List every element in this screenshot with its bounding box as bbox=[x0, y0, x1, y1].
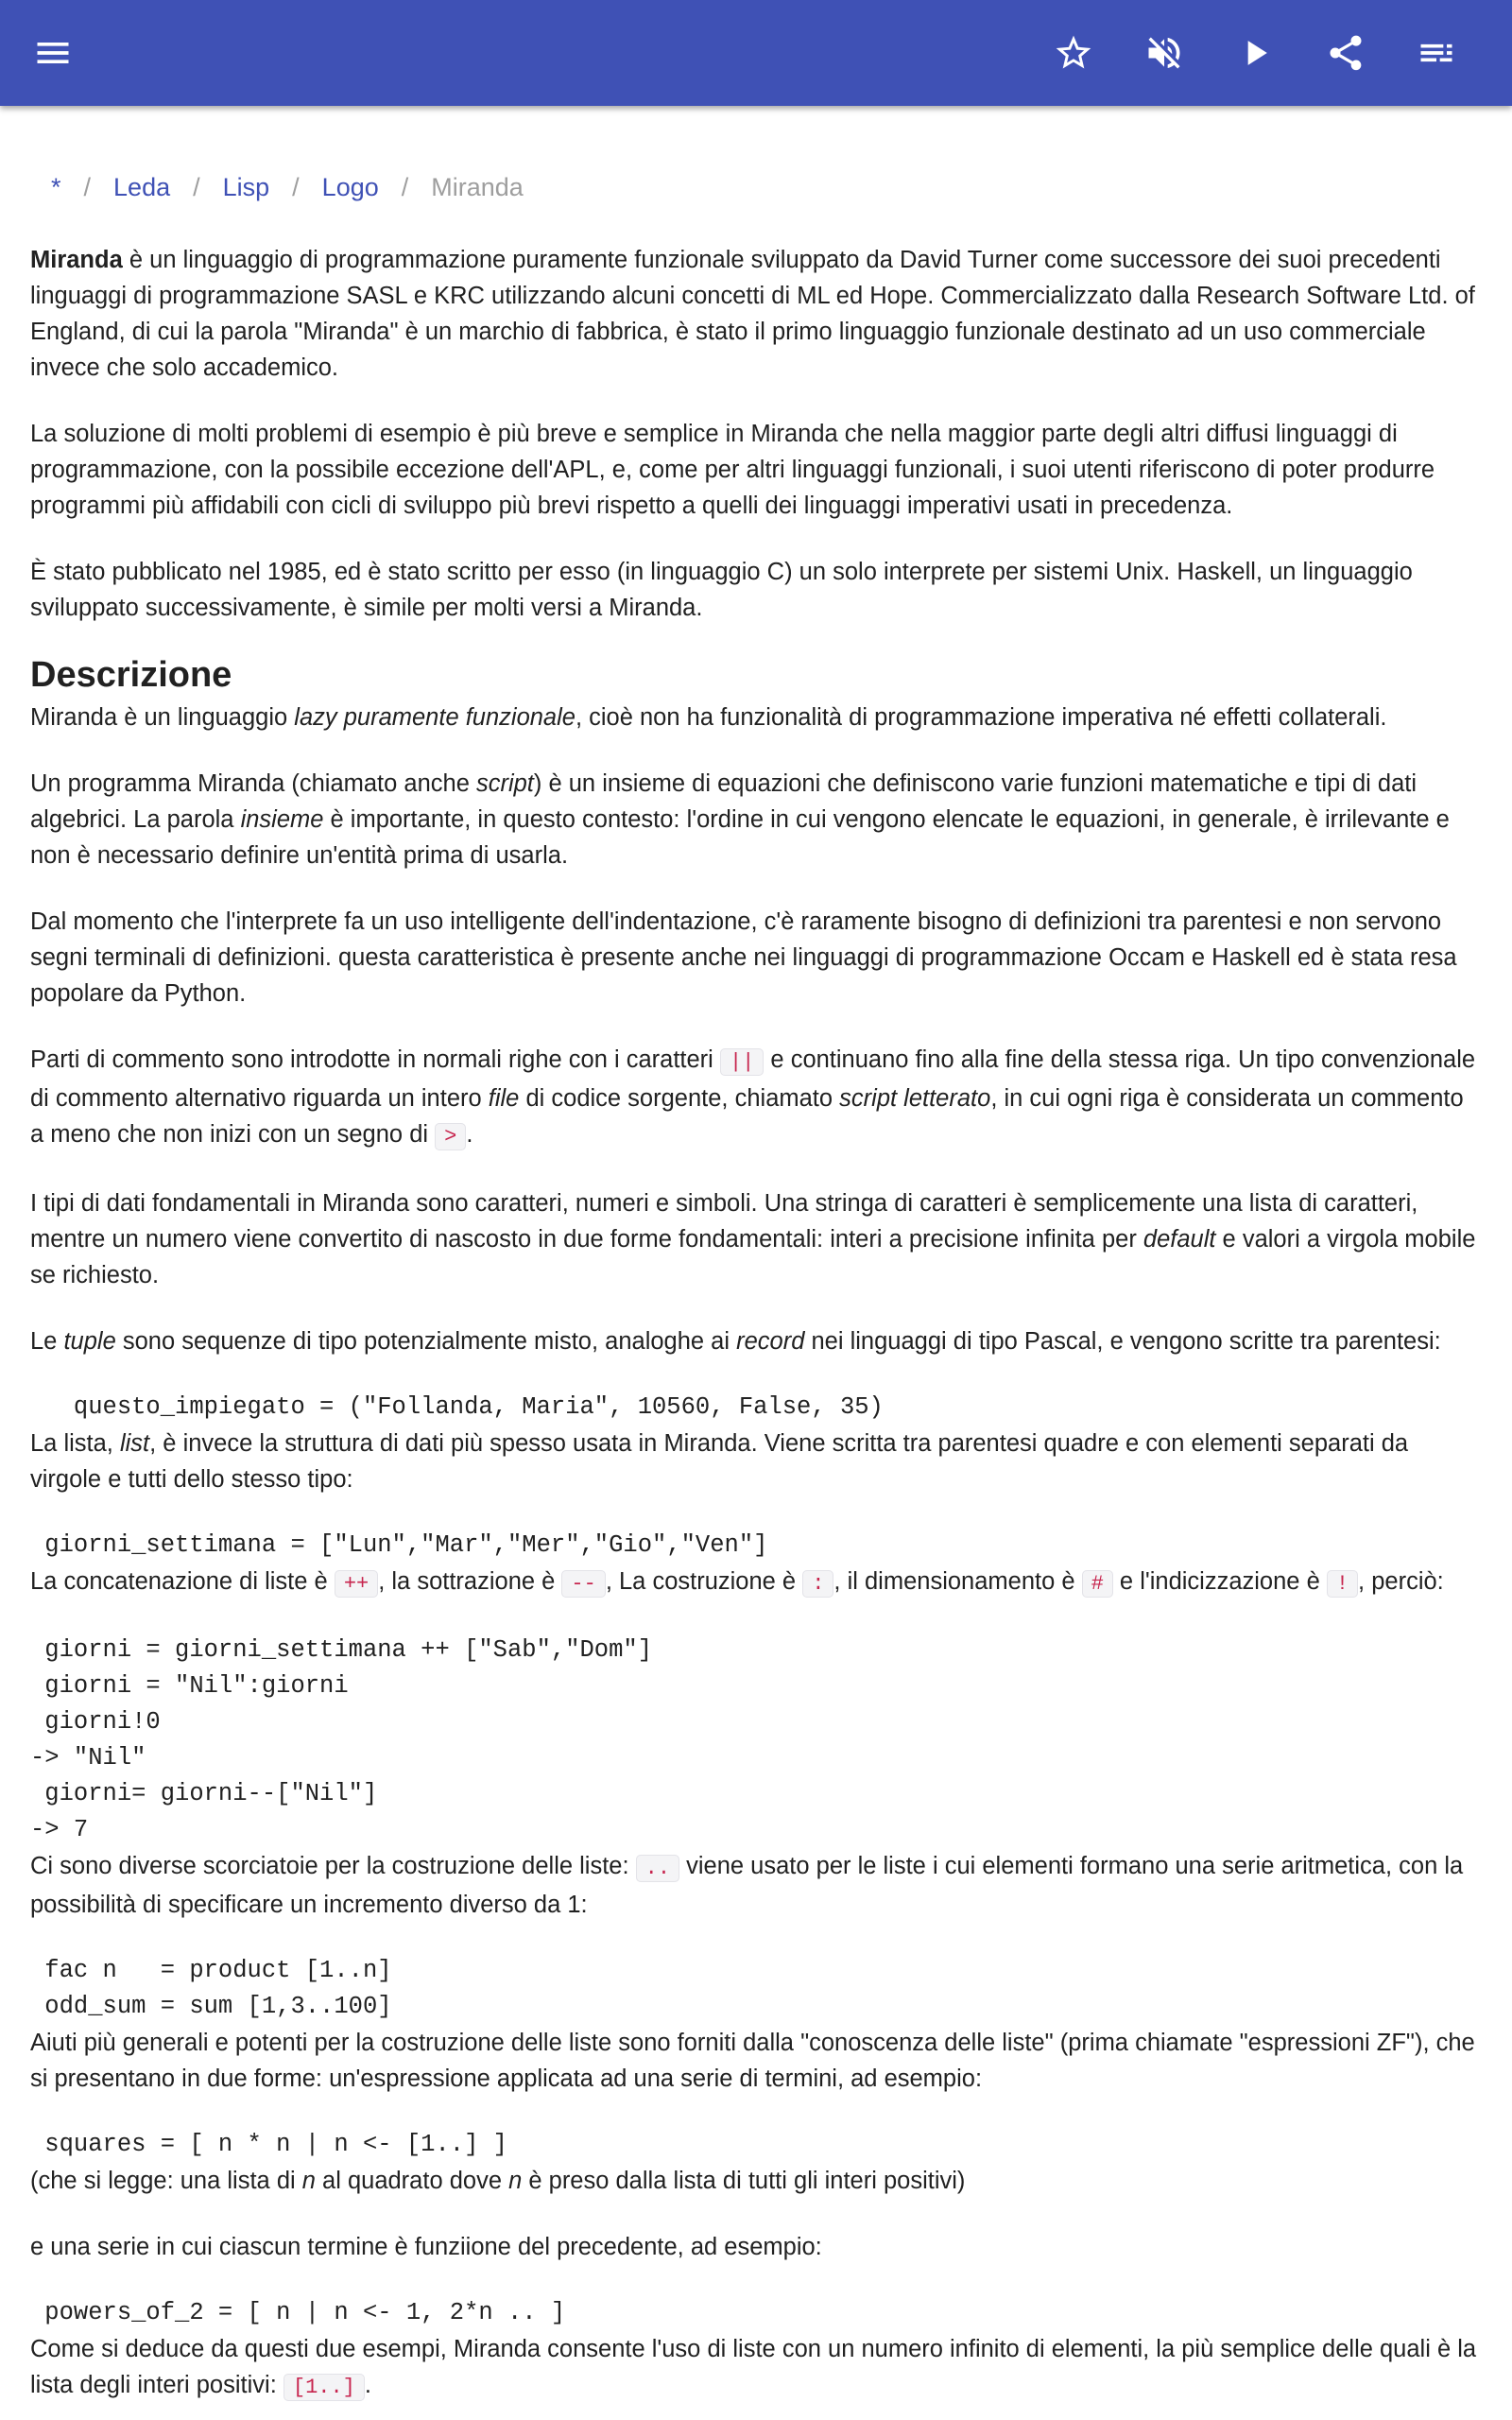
italic-text: lazy puramente funzionale bbox=[294, 704, 576, 731]
text-span: è importante, in questo contesto: l'ordine in cui vengono elencate le equazioni, in generale, è irrilevante e non è necessario definire un'entità prima di usarla. bbox=[30, 806, 1450, 869]
breadcrumb-separator: / bbox=[83, 172, 92, 201]
volume-off-icon bbox=[1143, 32, 1185, 74]
text-span: . bbox=[364, 2372, 371, 2398]
text-span: La lista, bbox=[30, 1430, 120, 1457]
favorite-button[interactable] bbox=[1043, 23, 1104, 83]
paragraph bbox=[30, 1564, 1482, 1602]
paragraph: La soluzione di molti problemi di esempio è più breve e semplice in Miranda che nella maggior parte degli altri diffusi linguaggi di programmazione, con la possibile eccezione dell'APL, e, come per altri linguaggi funzionali, i suoi utenti riferiscono di poter produrre programmi più affidabili con cicli di sviluppo più brevi rispetto a quelli dei linguaggi imperativi usati in precedenza. bbox=[30, 421, 1435, 519]
playlist-button[interactable] bbox=[1406, 23, 1467, 83]
breadcrumb-item-home[interactable]: * bbox=[51, 172, 61, 201]
code-block: giorni_settimana = ["Lun","Mar","Mer","Gio","Ven"] bbox=[30, 1531, 768, 1559]
menu-icon bbox=[32, 32, 74, 74]
intro-paragraph bbox=[30, 242, 1482, 386]
text-span: viene usato per le liste i cui elementi formano una serie aritmetica, con la possibilità di specificare un incremento diverso da 1: bbox=[30, 1853, 1464, 1918]
paragraph bbox=[30, 1426, 1482, 1497]
paragraph bbox=[30, 766, 1482, 873]
text-span: , in cui ogni riga è considerata un commento a meno che non inizi con un segno di bbox=[30, 1085, 1464, 1148]
inline-code: ++ bbox=[335, 1570, 378, 1598]
text-span: (che si legge: una lista di bbox=[30, 2168, 302, 2194]
play-icon bbox=[1234, 32, 1276, 74]
paragraph: Aiuti più generali e potenti per la costruzione delle liste sono forniti dalla "conoscenza delle liste" (prima chiamate "espressioni ZF"), che si presentano in due forme: un'espressione applicata ad una serie di termini, ad esempio: bbox=[30, 2030, 1475, 2092]
inline-code: > bbox=[435, 1123, 466, 1150]
star-outline-icon bbox=[1053, 32, 1094, 74]
italic-text: n bbox=[508, 2168, 523, 2194]
paragraph bbox=[30, 1042, 1482, 1155]
breadcrumb-item-lisp[interactable]: Lisp bbox=[222, 172, 270, 201]
menu-button[interactable] bbox=[23, 23, 83, 83]
paragraph: È stato pubblicato nel 1985, ed è stato scritto per esso (in linguaggio C) un solo interprete per sistemi Unix. Haskell, un linguaggio sviluppato successivamente, è simile per molti versi a Miranda. bbox=[30, 559, 1413, 621]
code-block: fac n = product [1..n] odd_sum = sum [1,3..100] bbox=[44, 1957, 392, 2020]
paragraph bbox=[30, 1185, 1482, 1293]
text-span: , perciò: bbox=[1358, 1568, 1444, 1595]
inline-code: .. bbox=[636, 1855, 679, 1882]
mute-button[interactable] bbox=[1134, 23, 1194, 83]
code-block: questo_impiegato = ("Follanda, Maria", 10560, False, 35) bbox=[30, 1393, 884, 1421]
text-span: nei linguaggi di tipo Pascal, e vengono scritte tra parentesi: bbox=[804, 1328, 1441, 1355]
breadcrumb-separator: / bbox=[401, 172, 409, 201]
text-span: ) è un insieme di equazioni che definiscono varie funzioni matematiche e tipi di dati algebrici. La parola bbox=[30, 770, 1418, 833]
text-span: di codice sorgente, chiamato bbox=[519, 1085, 840, 1112]
text-span: è preso dalla lista di tutti gli interi positivi) bbox=[522, 2168, 966, 2194]
paragraph bbox=[30, 700, 1482, 735]
text-span: e continuano fino alla fine della stessa riga. Un tipo convenzionale di commento alternativo riguarda un intero bbox=[30, 1046, 1476, 1112]
code-block: squares = [ n * n | n <- [1..] ] bbox=[30, 2131, 507, 2158]
text-span: , è invece la struttura di dati più spesso usata in Miranda. Viene scritta tra parentesi quadre e con elementi separati da virgole e tutti dello stesso tipo: bbox=[30, 1430, 1409, 1493]
paragraph: e una serie in cui ciascun termine è funziione del precedente, ad esempio: bbox=[30, 2234, 822, 2260]
italic-text: list bbox=[119, 1430, 150, 1457]
italic-text: tuple bbox=[63, 1328, 116, 1355]
article-content bbox=[30, 166, 1482, 2406]
article-subject: Miranda bbox=[30, 247, 123, 273]
italic-text: script bbox=[475, 770, 534, 797]
paragraph bbox=[30, 2331, 1482, 2406]
breadcrumb-item-leda[interactable]: Leda bbox=[113, 172, 171, 201]
code-block: giorni = giorni_settimana ++ ["Sab","Dom"] giorni = "Nil":giorni giorni!0 -> "Nil" giorni= giorni--["Nil"] -> 7 bbox=[30, 1636, 653, 1843]
playlist-icon bbox=[1416, 32, 1457, 74]
app-bar bbox=[0, 0, 1512, 106]
text-span: La concatenazione di liste è bbox=[30, 1568, 335, 1595]
breadcrumb-separator: / bbox=[193, 172, 200, 201]
italic-text: record bbox=[736, 1328, 805, 1355]
italic-text: file bbox=[488, 1085, 520, 1112]
text-span: Miranda è un linguaggio bbox=[30, 704, 295, 731]
text-span: Un programma Miranda (chiamato anche bbox=[30, 770, 476, 797]
inline-code: -- bbox=[561, 1570, 605, 1598]
inline-code: ! bbox=[1327, 1570, 1358, 1598]
text-span: , il dimensionamento è bbox=[833, 1568, 1082, 1595]
code-block: powers_of_2 = [ n | n <- 1, 2*n .. ] bbox=[30, 2299, 566, 2326]
inline-code: [1..] bbox=[284, 2374, 365, 2401]
text-span: Come si deduce da questi due esempi, Miranda consente l'uso di liste con un numero infinito di elementi, la più semplice delle quali è la lista degli interi positivi: bbox=[30, 2336, 1477, 2398]
text-span: , la sottrazione è bbox=[378, 1568, 562, 1595]
inline-code: : bbox=[802, 1570, 833, 1598]
inline-code: # bbox=[1082, 1570, 1113, 1598]
breadcrumb-item-logo[interactable]: Logo bbox=[321, 172, 379, 201]
text-span: al quadrato dove bbox=[315, 2168, 509, 2194]
text-span: Le bbox=[30, 1328, 64, 1355]
paragraph: Dal momento che l'interprete fa un uso intelligente dell'indentazione, c'è raramente bisogno di definizioni tra parentesi e non servono segni terminali di definizioni. questa caratteristica è presente anche nei linguaggi di programmazione Occam e Haskell ed è stata resa popolare da Python. bbox=[30, 908, 1457, 1007]
share-icon bbox=[1325, 32, 1366, 74]
text-span: Ci sono diverse scorciatoie per la costruzione delle liste: bbox=[30, 1853, 636, 1879]
breadcrumb-current: Miranda bbox=[431, 172, 524, 201]
text-span: Parti di commento sono introdotte in normali righe con i caratteri bbox=[30, 1046, 720, 1073]
text-span: sono sequenze di tipo potenzialmente misto, analoghe ai bbox=[115, 1328, 737, 1355]
paragraph bbox=[30, 1848, 1482, 1923]
italic-text: insieme bbox=[240, 806, 324, 833]
text-span: I tipi di dati fondamentali in Miranda sono caratteri, numeri e simboli. Una stringa di caratteri è semplicemente una lista di caratteri, mentre un numero viene convertito di nascosto in due forme fondamentali: interi a precisione infinita per bbox=[30, 1190, 1418, 1253]
inline-code: || bbox=[720, 1048, 764, 1076]
text-span: e l'indicizzazione è bbox=[1112, 1568, 1327, 1595]
section-heading: Descrizione bbox=[30, 655, 232, 695]
play-button[interactable] bbox=[1225, 23, 1285, 83]
breadcrumb-separator: / bbox=[292, 172, 300, 201]
text-span: , La costruzione è bbox=[605, 1568, 803, 1595]
paragraph bbox=[30, 1323, 1482, 1359]
italic-text: script letterato bbox=[839, 1085, 991, 1112]
text-span: e valori a virgola mobile se richiesto. bbox=[30, 1226, 1476, 1288]
text-span: , cioè non ha funzionalità di programmazione imperativa né effetti collaterali. bbox=[575, 704, 1387, 731]
italic-text: n bbox=[301, 2168, 316, 2194]
italic-text: default bbox=[1143, 1226, 1216, 1253]
text-span: è un linguaggio di programmazione puramente funzionale sviluppato da David Turner come successore dei suoi precedenti linguaggi di programmazione SASL e KRC utilizzando alcuni concetti di ML ed Hope. Commercializzato dalla Research Software Ltd. of England, di cui la parola "Miranda" è un marchio di fabbrica, è stato il primo linguaggio funzionale destinato ad un uso commerciale invece che solo accademico. bbox=[30, 247, 1475, 381]
paragraph bbox=[30, 2163, 1482, 2199]
share-button[interactable] bbox=[1315, 23, 1376, 83]
breadcrumb bbox=[51, 166, 1482, 208]
text-span: . bbox=[466, 1121, 473, 1148]
